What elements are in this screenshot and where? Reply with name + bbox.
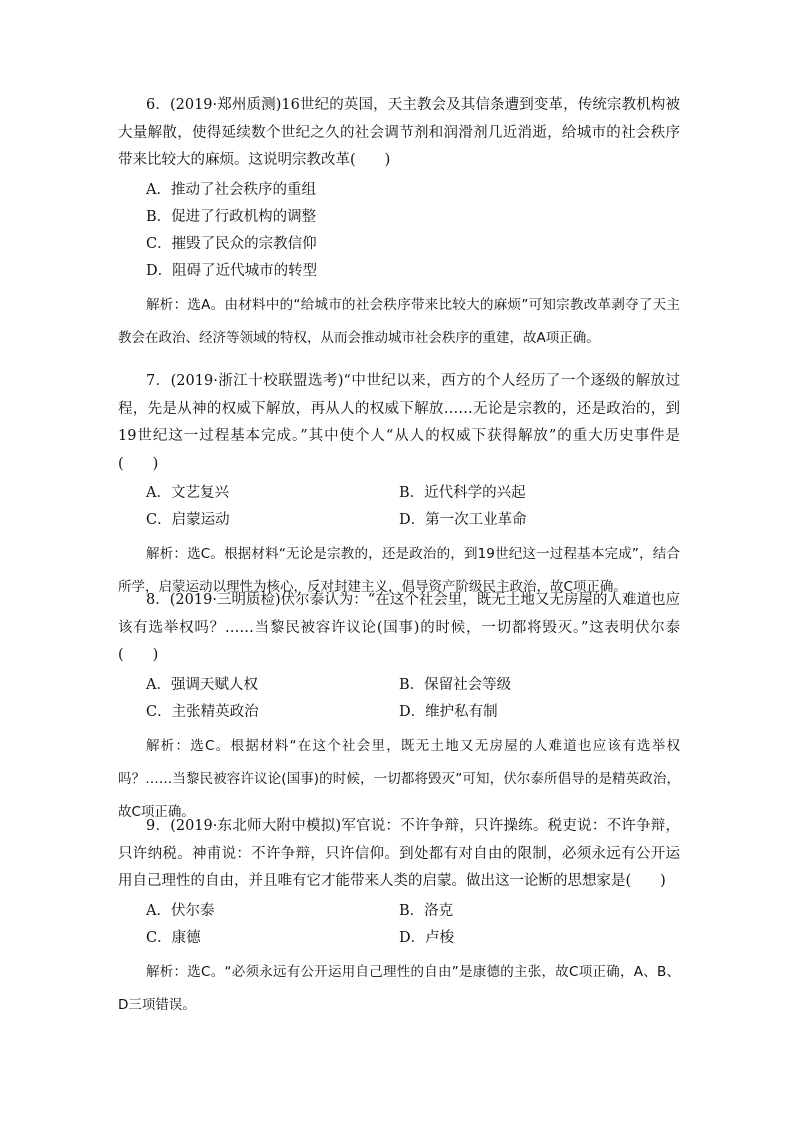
- option-d: D．第一次工业革命: [399, 512, 527, 528]
- analysis: 解析：选A。由材料中的“给城市的社会秩序带来比较大的麻烦”可知宗教改革剥夺了天主教会在政治、经济等领域的特权，从而会推动城市社会秩序的重建，故A项正确。: [118, 296, 680, 346]
- question-stem: 8．(2019·三明质检)伏尔泰认为：“在这个社会里，既无土地又无房屋的人难道也应该有选举权吗？……当黎民被容许议论(国事)的时候，一切都将毁灭。”这表明伏尔泰( ): [118, 592, 680, 663]
- option-c: C．主张精英政治: [146, 703, 259, 720]
- options: [118, 896, 680, 950]
- analysis: 解析：选C。“必须永远有公开运用自己理性的自由”是康德的主张，故C项正确，A、B、D三项错误。: [118, 963, 680, 1013]
- option-a: A．推动了社会秩序的重组: [146, 181, 316, 198]
- options: [118, 670, 680, 724]
- question-8: [118, 587, 680, 829]
- question-6: [118, 92, 680, 355]
- question-7: [118, 368, 680, 604]
- option-b: B．近代科学的兴起: [399, 485, 526, 501]
- option-c: C．摧毁了民众的宗教信仰: [146, 235, 317, 252]
- option-d: D．卢梭: [399, 929, 455, 946]
- question-stem: 7．(2019·浙江十校联盟选考)“中世纪以来，西方的个人经历了一个逐级的解放过程，先是从神的权威下解放，再从人的权威下解放……无论是宗教的，还是政治的，到19世纪这一过程基本完成。”其中使个人“从人的权威下获得解放”的重大历史事件是( ): [118, 373, 680, 472]
- option-b: B．保留社会等级: [399, 676, 512, 693]
- options: [118, 478, 680, 532]
- option-b: B．促进了行政机构的调整: [146, 208, 317, 225]
- question-stem: 6．(2019·郑州质测)16世纪的英国，天主教会及其信条遭到变革，传统宗教机构被大量解散，使得延续数个世纪之久的社会调节剂和润滑剂几近消逝，给城市的社会秩序带来比较大的麻烦。这说明宗教改革( ): [118, 97, 680, 168]
- option-d: D．阻碍了近代城市的转型: [146, 262, 318, 279]
- option-d: D．维护私有制: [399, 703, 498, 720]
- analysis: 解析：选C。根据材料“无论是宗教的，还是政治的，到19世纪这一过程基本完成”，结合所学，启蒙运动以理性为核心，反对封建主义，倡导资产阶级民主政治，故C项正确。: [118, 546, 680, 595]
- question-9: [118, 813, 680, 1022]
- option-a: A．文艺复兴: [146, 485, 229, 501]
- options: [118, 175, 680, 283]
- analysis: 解析：选C。根据材料“在这个社会里，既无土地又无房屋的人难道也应该有选举权吗？……当黎民被容许议论(国事)的时候，一切都将毁灭”可知，伏尔泰所倡导的是精英政治，故C项正确。: [118, 737, 680, 820]
- option-b: B．洛克: [399, 902, 454, 919]
- question-stem: 9．(2019·东北师大附中模拟)军官说：不许争辩，只许操练。税吏说：不许争辩，只许纳税。神甫说：不许争辩，只许信仰。到处都有对自由的限制，必须永远有公开运用自己理性的自由，并且唯有它才能带来人类的启蒙。做出这一论断的思想家是( ): [118, 818, 680, 889]
- option-a: A．强调天赋人权: [146, 676, 258, 693]
- option-a: A．伏尔泰: [146, 902, 215, 919]
- option-c: C．康德: [146, 929, 201, 946]
- option-c: C．启蒙运动: [146, 512, 230, 528]
